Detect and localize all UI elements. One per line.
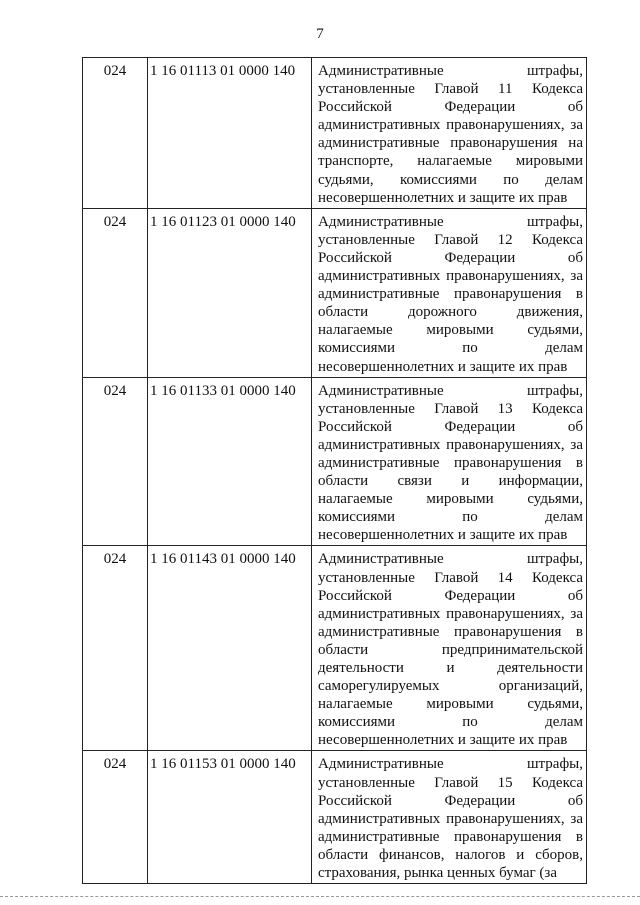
table-row bbox=[83, 751, 587, 884]
page-number: 7 bbox=[316, 26, 324, 42]
description-cell: Административные штрафы, установленные Главой 12 Кодекса Российской Федерации об административных правонарушениях, за административные правонарушения в области дорожного движения, налагаемые мировыми судьями, комиссиями по делам несовершеннолетних и защите их прав bbox=[312, 208, 587, 377]
kbk-code-cell: 1 16 01123 01 0000 140 bbox=[148, 208, 312, 377]
description-cell: Административные штрафы, установленные Главой 11 Кодекса Российской Федерации об административных правонарушениях, за административные правонарушения на транспорте, налагаемые мировыми судьями, комиссиями по делам несовершеннолетних и защите их прав bbox=[312, 58, 587, 209]
table-row bbox=[83, 546, 587, 751]
description-cell: Административные штрафы, установленные Главой 14 Кодекса Российской Федерации об административных правонарушениях, за административные правонарушения в области предпринимательской деятельности и деятельности саморегулируемых организаций, налагаемые мировыми судьями, комиссиями по делам несовершеннолетних и защите их прав bbox=[312, 546, 587, 751]
admin-code-cell: 024 bbox=[83, 208, 148, 377]
table-row bbox=[83, 58, 587, 209]
admin-code-cell: 024 bbox=[83, 751, 148, 884]
table-row bbox=[83, 377, 587, 546]
admin-code-cell: 024 bbox=[83, 58, 148, 209]
table-row bbox=[83, 208, 587, 377]
kbk-code-cell: 1 16 01143 01 0000 140 bbox=[148, 546, 312, 751]
kbk-code-cell: 1 16 01133 01 0000 140 bbox=[148, 377, 312, 546]
description-cell: Административные штрафы, установленные Главой 13 Кодекса Российской Федерации об административных правонарушениях, за административные правонарушения в области связи и информации, налагаемые мировыми судьями, комиссиями по делам несовершеннолетних и защите их прав bbox=[312, 377, 587, 546]
page-bottom-divider bbox=[0, 896, 640, 897]
description-cell: Административные штрафы, установленные Главой 15 Кодекса Российской Федерации об административных правонарушениях, за административные правонарушения в области финансов, налогов и сборов, страхования, рынка ценных бумаг (за bbox=[312, 751, 587, 884]
admin-code-cell: 024 bbox=[83, 546, 148, 751]
kbk-code-cell: 1 16 01153 01 0000 140 bbox=[148, 751, 312, 884]
admin-code-cell: 024 bbox=[83, 377, 148, 546]
kbk-code-cell: 1 16 01113 01 0000 140 bbox=[148, 58, 312, 209]
kbk-table bbox=[82, 57, 587, 884]
